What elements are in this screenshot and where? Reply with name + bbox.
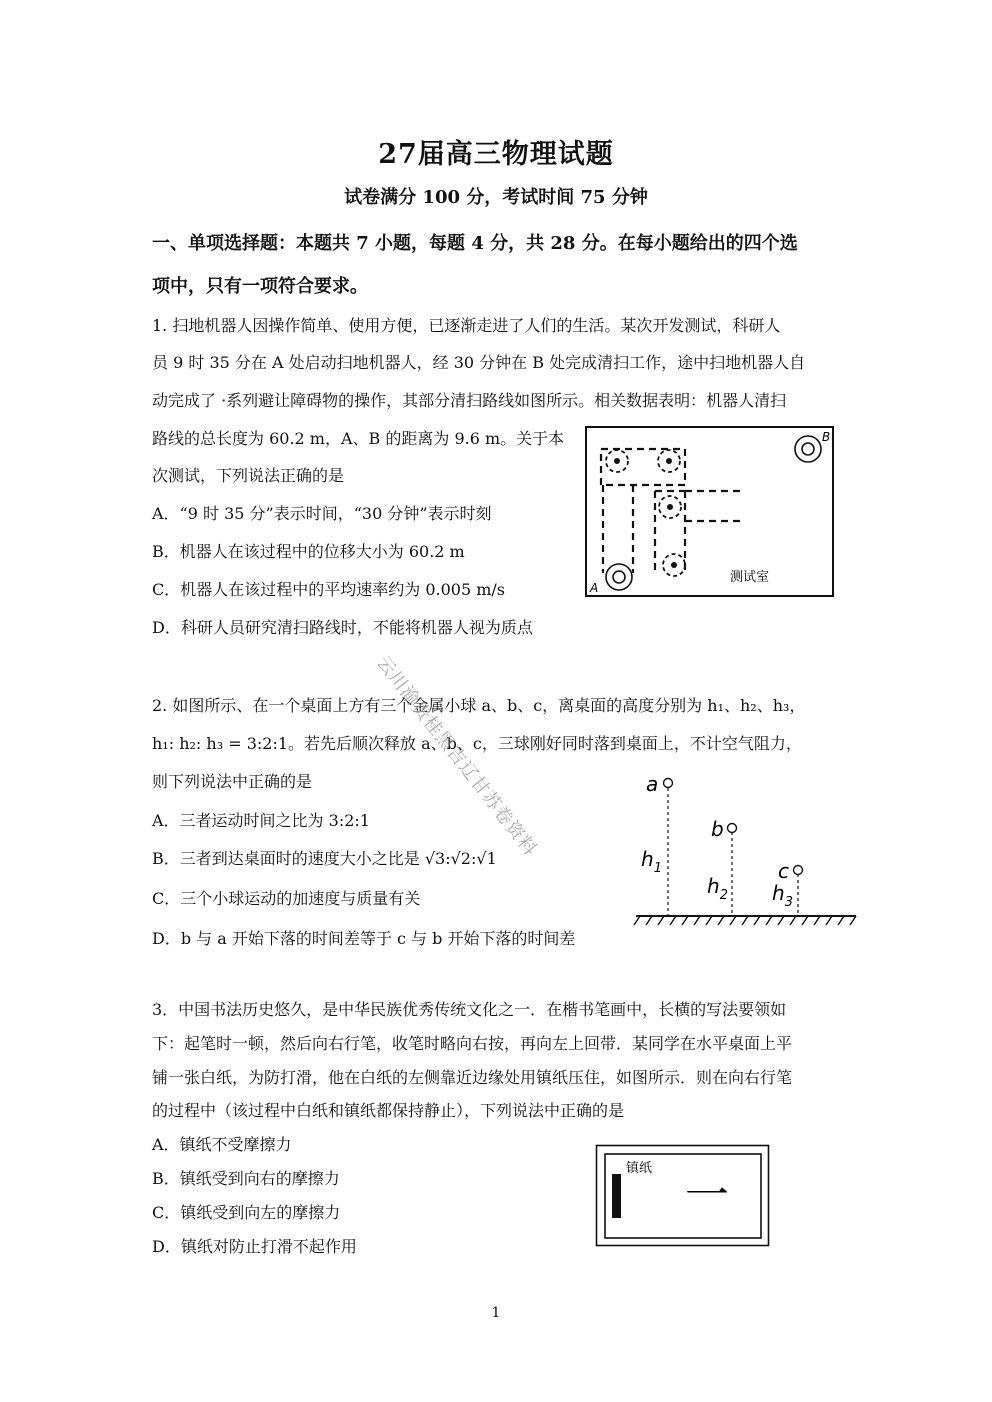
- desk-border: [597, 1146, 769, 1246]
- q2-option-d: D．b 与 a 开始下落的时间差等于 c 与 b 开始下落的时间差: [152, 929, 576, 948]
- ball-c-label: c: [778, 859, 789, 883]
- q2-stem-line: h₁: h₂: h₃ = 3:2:1。若先后顺次释放 a、b、c，三球刚好同时落到桌面上，不计空气阻力，: [152, 734, 802, 753]
- start-robot-inner: [613, 571, 625, 583]
- robot-center-dot: [666, 458, 672, 464]
- h3-subscript: 3: [784, 895, 793, 910]
- table-hatching: [634, 916, 856, 925]
- q2-option-b: B．三者到达桌面时的速度大小之比是 √3:√2:√1: [152, 849, 497, 868]
- q3-option-c: C．镇纸受到向左的摩擦力: [152, 1203, 341, 1222]
- ball-b: [728, 824, 737, 833]
- h1-label: [641, 847, 662, 876]
- h1-base: h: [641, 847, 654, 871]
- robot-path-figure: [585, 425, 835, 600]
- ball-a: [664, 779, 673, 788]
- exam-info: 试卷满分 100 分，考试时间 75 分钟: [344, 187, 648, 208]
- path-segment: [601, 449, 685, 485]
- h2-base: h: [707, 874, 720, 898]
- q3-stem-line: 3．中国书法历史悠久，是中华民族优秀传统文化之一．在楷书笔画中，长横的写法要领如: [152, 1000, 787, 1019]
- h1-subscript: 1: [653, 861, 662, 876]
- q2-stem-line: 2. 如图所示、在一个桌面上方有三个金属小球 a、b、c，离桌面的高度分别为 h₁、h₂、h₃，: [152, 696, 806, 715]
- calligraphy-figure: [595, 1144, 771, 1248]
- q1-stem-line: 路线的总长度为 60.2 m，A、B 的距离为 9.6 m。关于本: [152, 429, 565, 448]
- paperweight-label: 镇纸: [626, 1161, 653, 1176]
- q1-option-c: C．机器人在该过程中的平均速率约为 0.005 m/s: [152, 580, 505, 599]
- paperweight-icon: [612, 1174, 621, 1218]
- q1-stem-line: 员 9 时 35 分在 A 处启动扫地机器人，经 30 分钟在 B 处完成清扫工作，途中扫地机器人自: [152, 353, 806, 372]
- test-room-label: 测试室: [730, 570, 770, 585]
- q1-option-b: B．机器人在该过程中的位移大小为 60.2 m: [152, 542, 465, 561]
- q2-option-c: C．三个小球运动的加速度与质量有关: [152, 889, 421, 908]
- falling-balls-figure: [632, 768, 860, 940]
- ball-b-label: b: [711, 817, 724, 841]
- q3-option-a: A．镇纸不受摩擦力: [152, 1135, 292, 1154]
- h2-subscript: 2: [719, 888, 728, 903]
- robot-center-dot: [671, 562, 677, 568]
- point-b-label: B: [822, 430, 831, 444]
- robot-center-dot: [667, 504, 673, 510]
- section-heading-line2: 项中，只有一项符合要求。: [152, 276, 368, 297]
- h2-label: [707, 874, 728, 903]
- point-a-label: A: [590, 581, 599, 595]
- q3-option-b: B．镇纸受到向右的摩擦力: [152, 1169, 340, 1188]
- q1-stem-line: 动完成了 ·系列避让障碍物的操作，其部分清扫路线如图所示。相关数据表明：机器人清扫: [152, 391, 787, 410]
- page-title: 27届高三物理试题: [378, 139, 614, 170]
- q2-option-a: A．三者运动时间之比为 3:2:1: [152, 811, 370, 830]
- stroke-character: 一: [685, 1170, 729, 1221]
- watermark: 云川渝贵桂黑吉辽甘苏卷资料: [372, 652, 541, 861]
- robot-center-dot: [614, 458, 620, 464]
- q1-stem-line: 次测试，下列说法正确的是: [152, 466, 345, 485]
- section-heading-line1: 一、单项选择题：本题共 7 小题，每题 4 分，共 28 分。在每小题给出的四个选: [152, 233, 798, 254]
- end-robot-inner: [802, 443, 814, 455]
- ball-c: [794, 866, 803, 875]
- end-robot-icon: [795, 436, 821, 462]
- q3-stem-line: 下：起笔时一顿，然后向右行笔，收笔时略向右按，再向左上回带．某同学在水平桌面上平: [152, 1034, 793, 1053]
- h3-base: h: [772, 881, 785, 905]
- q3-stem-line: 铺一张白纸，为防打滑，他在白纸的左侧靠近边缘处用镇纸压住，如图所示．则在向右行笔: [152, 1068, 793, 1087]
- q1-stem-line: 1. 扫地机器人因操作简单、使用方便，已逐渐走进了人们的生活。某次开发测试，科研人: [152, 316, 781, 335]
- q2-stem-line: 则下列说法中正确的是: [152, 772, 313, 791]
- page-number: 1: [491, 1305, 501, 1321]
- q3-option-d: D．镇纸对防止打滑不起作用: [152, 1237, 357, 1256]
- ball-a-label: a: [646, 772, 659, 796]
- q1-option-a: A．“9 时 35 分”表示时间，“30 分钟”表示时刻: [152, 504, 492, 523]
- q3-stem-line: 的过程中（该过程中白纸和镇纸都保持静止），下列说法中正确的是: [152, 1101, 625, 1120]
- start-robot-icon: [606, 564, 632, 590]
- q1-option-d: D．科研人员研究清扫路线时，不能将机器人视为质点: [152, 618, 533, 637]
- h3-label: [772, 881, 793, 910]
